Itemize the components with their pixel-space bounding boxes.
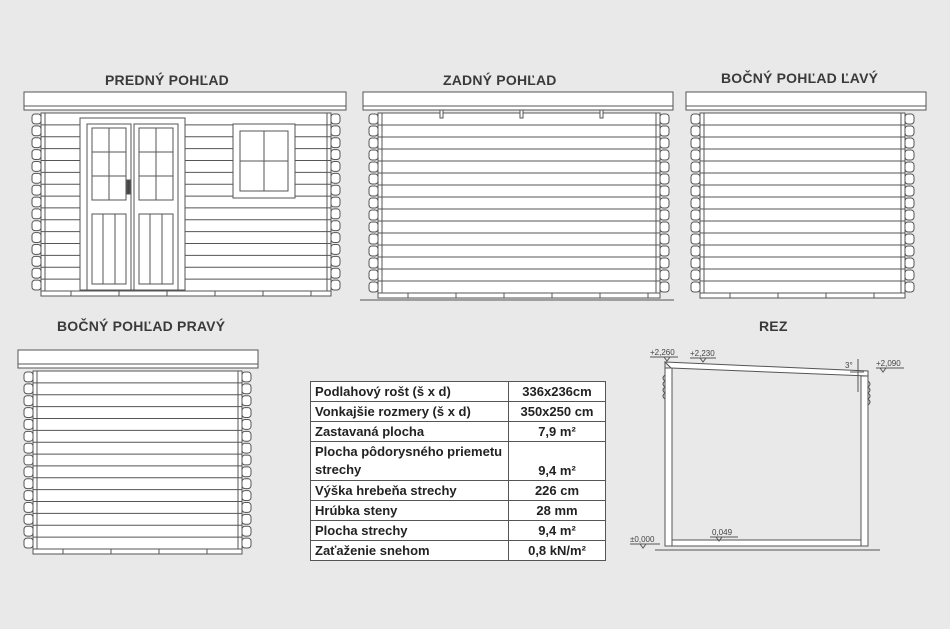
spec-label: Zastavaná plocha (311, 422, 509, 442)
spec-value: 9,4 m² (509, 442, 606, 481)
dim-top-mid: +2,230 (690, 349, 715, 358)
side-left-view-title: BOČNÝ POHĽAD ĽAVÝ (721, 70, 879, 86)
dim-ground: ±0,000 (630, 535, 655, 544)
back-view-title: ZADNÝ POHĽAD (443, 72, 557, 88)
spec-value: 7,9 m² (509, 422, 606, 442)
spec-value: 226 cm (509, 481, 606, 501)
spec-value: 28 mm (509, 501, 606, 521)
spec-label: Vonkajšie rozmery (š x d) (311, 402, 509, 422)
spec-value: 350x250 cm (509, 402, 606, 422)
spec-label: Hrúbka steny (311, 501, 509, 521)
specs-row (311, 422, 606, 442)
specs-row (311, 442, 606, 481)
specs-row (311, 521, 606, 541)
spec-label: Výška hrebeňa strechy (311, 481, 509, 501)
spec-value: 336x236cm (509, 382, 606, 402)
dim-top-left: +2,260 (650, 348, 675, 357)
spec-value: 9,4 m² (509, 521, 606, 541)
specs-row (311, 382, 606, 402)
front-view-title: PREDNÝ POHĽAD (105, 72, 229, 88)
spec-label: Plocha strechy (311, 521, 509, 541)
spec-value: 0,8 kN/m² (509, 541, 606, 561)
section-view-title: REZ (759, 318, 788, 334)
front-elevation (24, 92, 346, 296)
side-right-view-title: BOČNÝ POHĽAD PRAVÝ (57, 318, 226, 334)
back-elevation (360, 92, 674, 300)
spec-label: Zaťaženie snehom (311, 541, 509, 561)
dim-slope: 3° (845, 361, 853, 370)
spec-label: Podlahový rošt (š x d) (311, 382, 509, 402)
specs-row (311, 402, 606, 422)
side-right-elevation (18, 350, 258, 554)
specs-table (310, 381, 606, 561)
specs-row (311, 481, 606, 501)
spec-label: Plocha pôdorysného priemetu strechy (311, 442, 509, 481)
specs-row (311, 541, 606, 561)
side-left-elevation (686, 92, 926, 298)
dim-top-right: +2,090 (876, 359, 901, 368)
section-drawing (630, 348, 904, 550)
specs-row (311, 501, 606, 521)
dim-floor: 0,049 (712, 528, 733, 537)
